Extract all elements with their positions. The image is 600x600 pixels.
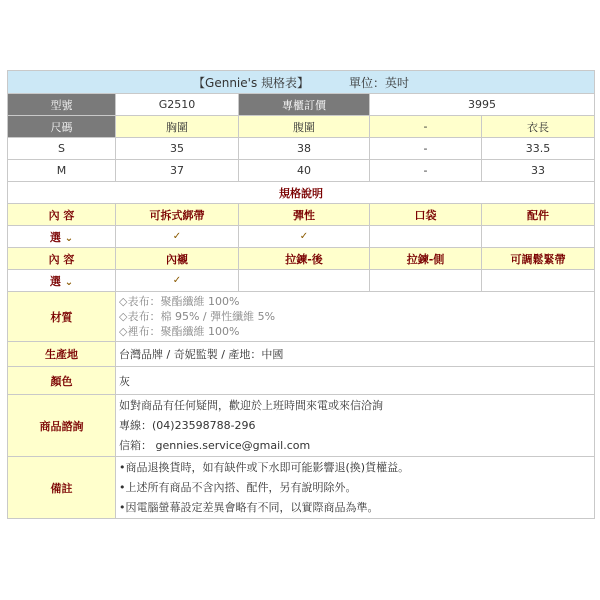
table-row xyxy=(8,160,595,182)
note-line: •上述所有商品不含內搭、配件，另有說明除外。 xyxy=(119,480,357,494)
size-header-row xyxy=(8,116,595,138)
features1-header-strap: 可拆式綁帶 xyxy=(116,204,239,226)
check-mark xyxy=(239,270,370,292)
features1-header-row xyxy=(8,204,595,226)
size-header-blank: - xyxy=(370,116,482,138)
notes-row xyxy=(8,457,595,519)
features2-header-content: 內 容 xyxy=(8,248,116,270)
size-header-waist: 腹圍 xyxy=(239,116,370,138)
spec-title-row xyxy=(8,182,595,204)
material-row xyxy=(8,292,595,342)
select-text: 選 xyxy=(49,274,61,288)
size-blank: - xyxy=(370,160,482,182)
features2-header-elastic: 可調鬆緊帶 xyxy=(482,248,595,270)
size-waist: 38 xyxy=(239,138,370,160)
model-row xyxy=(8,94,595,116)
features1-header-content: 內 容 xyxy=(8,204,116,226)
check-mark xyxy=(370,226,482,248)
chevron-down-icon: ⌄ xyxy=(64,276,74,288)
price-value: 3995 xyxy=(370,94,595,116)
color-value: 灰 xyxy=(116,367,595,395)
table-row xyxy=(8,138,595,160)
contact-email[interactable]: 信箱： gennies.service@gmail.com xyxy=(119,438,311,452)
notes-value xyxy=(116,457,595,519)
unit-text: 單位：英吋 xyxy=(349,75,410,90)
check-mark: ✓ xyxy=(239,226,370,248)
origin-row xyxy=(8,342,595,367)
features1-header-pocket: 口袋 xyxy=(370,204,482,226)
size-waist: 40 xyxy=(239,160,370,182)
features2-header-row xyxy=(8,248,595,270)
material-line: ◇裡布：聚酯纖維 100% xyxy=(119,325,240,338)
contact-line: 專線：(04)23598788-296 xyxy=(119,418,256,432)
features2-select-label xyxy=(8,270,116,292)
size-blank: - xyxy=(370,138,482,160)
contact-label: 商品諮詢 xyxy=(8,395,116,457)
check-mark xyxy=(482,226,595,248)
spec-table xyxy=(7,70,595,519)
check-mark: ✓ xyxy=(116,270,239,292)
color-row xyxy=(8,367,595,395)
size-header-chest: 胸圍 xyxy=(116,116,239,138)
material-label: 材質 xyxy=(8,292,116,342)
features1-select-label xyxy=(8,226,116,248)
size-length: 33 xyxy=(482,160,595,182)
contact-value xyxy=(116,395,595,457)
material-line: ◇表布：棉 95% / 彈性纖維 5% xyxy=(119,310,276,323)
size-header-length: 衣長 xyxy=(482,116,595,138)
notes-label: 備註 xyxy=(8,457,116,519)
size-chest: 35 xyxy=(116,138,239,160)
features2-check-row xyxy=(8,270,595,292)
model-label: 型號 xyxy=(8,94,116,116)
table-title xyxy=(8,71,595,94)
contact-line: 如對商品有任何疑問，歡迎於上班時間來電或來信洽詢 xyxy=(119,398,383,412)
check-mark xyxy=(482,270,595,292)
size-length: 33.5 xyxy=(482,138,595,160)
chevron-down-icon: ⌄ xyxy=(64,232,74,244)
check-mark xyxy=(370,270,482,292)
features2-header-lining: 內襯 xyxy=(116,248,239,270)
note-line: •因電腦螢幕設定差異會略有不同，以實際商品為準。 xyxy=(119,500,379,514)
model-value: G2510 xyxy=(116,94,239,116)
features2-header-back-zip: 拉鍊-後 xyxy=(239,248,370,270)
spec-title: 規格說明 xyxy=(8,182,595,204)
features2-header-side-zip: 拉鍊-側 xyxy=(370,248,482,270)
origin-label: 生產地 xyxy=(8,342,116,367)
material-value xyxy=(116,292,595,342)
contact-row xyxy=(8,395,595,457)
size-name: S xyxy=(8,138,116,160)
features1-header-accessory: 配件 xyxy=(482,204,595,226)
size-chest: 37 xyxy=(116,160,239,182)
color-label: 顏色 xyxy=(8,367,116,395)
check-mark: ✓ xyxy=(116,226,239,248)
select-text: 選 xyxy=(49,230,61,244)
title-text: 【Gennie's 規格表】 xyxy=(193,75,310,90)
size-header-label: 尺碼 xyxy=(8,116,116,138)
note-line: •商品退換貨時，如有缺件或下水即可能影響退(換)貨權益。 xyxy=(119,460,410,474)
size-name: M xyxy=(8,160,116,182)
material-line: ◇表布：聚酯纖維 100% xyxy=(119,295,240,308)
title-row xyxy=(8,71,595,94)
features1-header-stretch: 彈性 xyxy=(239,204,370,226)
price-label: 專櫃訂價 xyxy=(239,94,370,116)
origin-value: 台灣品牌 / 奇妮監製 / 產地：中國 xyxy=(116,342,595,367)
features1-check-row xyxy=(8,226,595,248)
